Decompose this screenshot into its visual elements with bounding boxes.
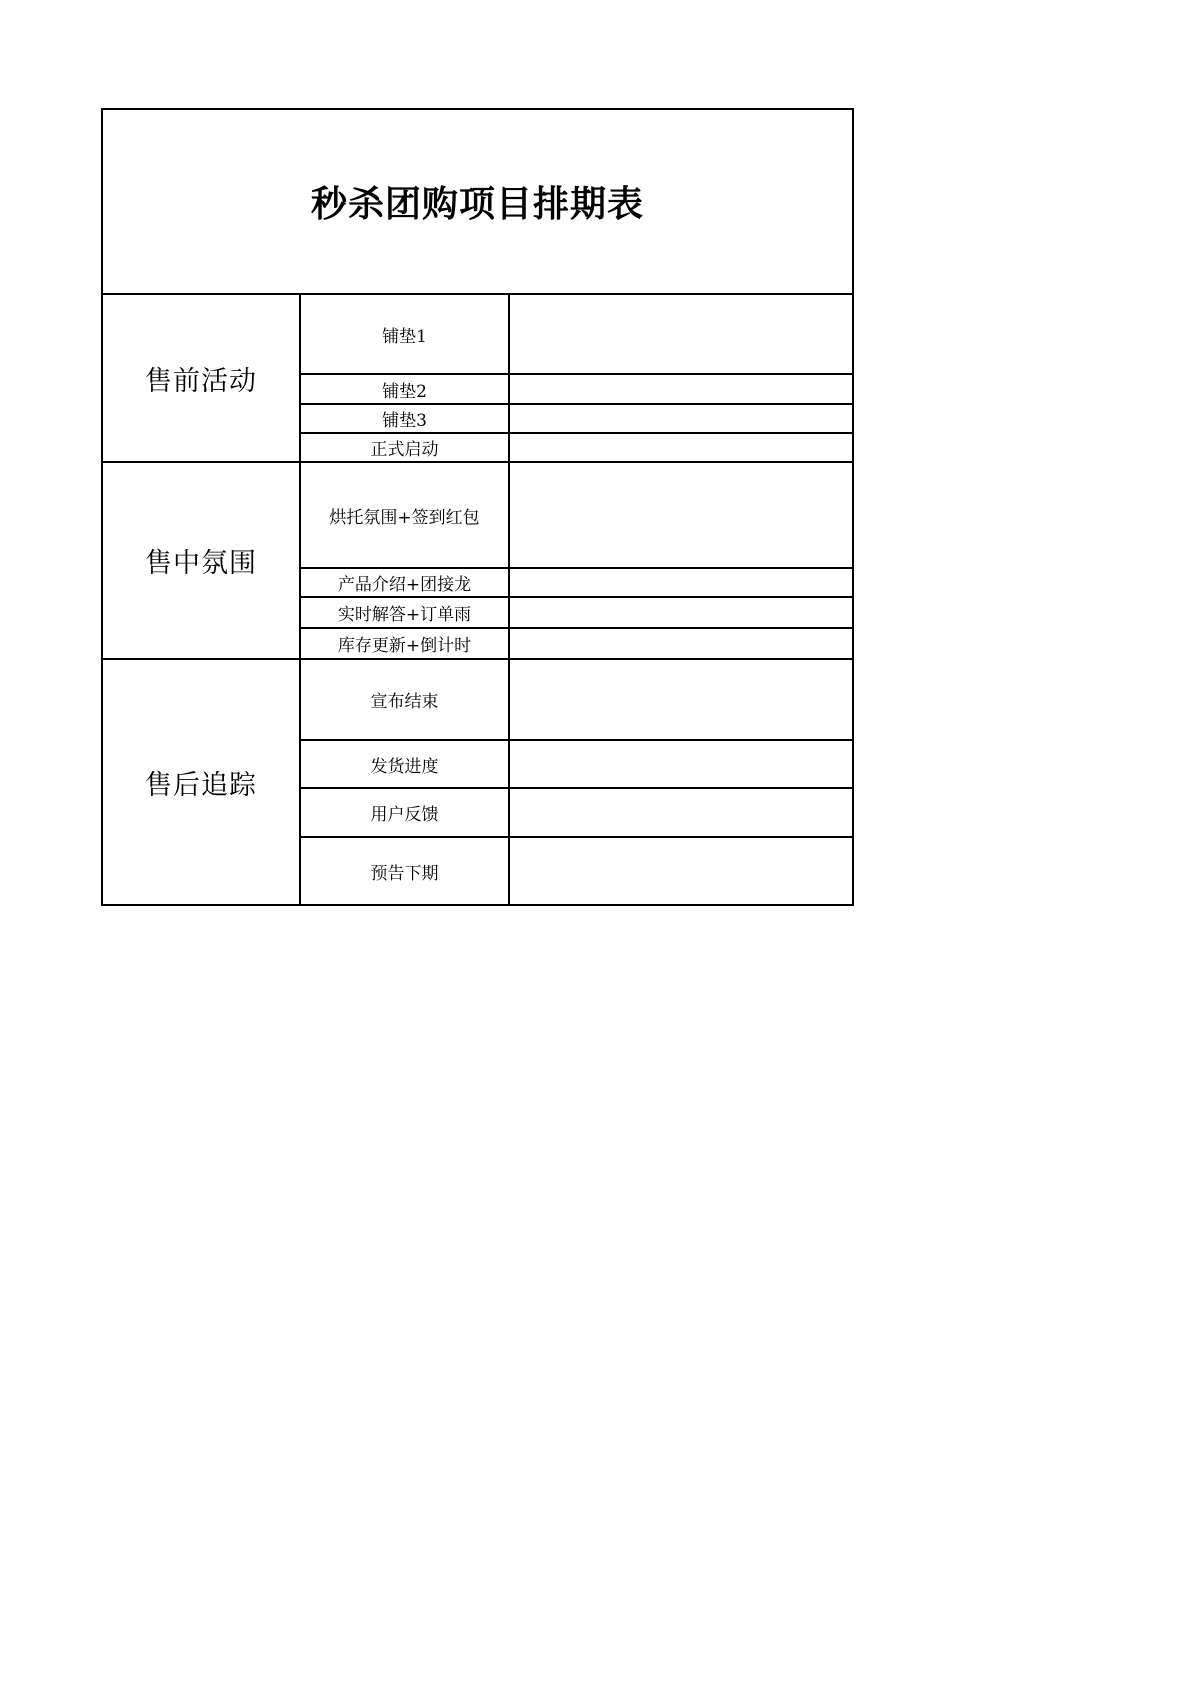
schedule-cell: [509, 597, 853, 628]
schedule-cell: [509, 740, 853, 788]
item-label: 库存更新+倒计时: [300, 628, 509, 659]
title-row: [102, 109, 853, 294]
item-label: 实时解答+订单雨: [300, 597, 509, 628]
schedule-cell: [509, 788, 853, 837]
item-label: 发货进度: [300, 740, 509, 788]
item-label: 用户反馈: [300, 788, 509, 837]
item-label: 铺垫1: [300, 294, 509, 374]
item-label: 产品介绍+团接龙: [300, 568, 509, 597]
schedule-cell: [509, 433, 853, 462]
schedule-table: [101, 108, 854, 906]
document-title: 秒杀团购项目排期表: [102, 109, 853, 294]
section-label-in-sale: 售中氛围: [102, 462, 300, 659]
schedule-cell: [509, 374, 853, 404]
schedule-cell: [509, 837, 853, 905]
table-row: [102, 462, 853, 568]
table-row: [102, 659, 853, 740]
item-label: 铺垫2: [300, 374, 509, 404]
schedule-cell: [509, 462, 853, 568]
item-label: 宣布结束: [300, 659, 509, 740]
item-label: 预告下期: [300, 837, 509, 905]
schedule-cell: [509, 294, 853, 374]
schedule-cell: [509, 568, 853, 597]
section-label-after-sale: 售后追踪: [102, 659, 300, 905]
schedule-cell: [509, 404, 853, 433]
table-row: [102, 294, 853, 374]
item-label: 烘托氛围+签到红包: [300, 462, 509, 568]
schedule-cell: [509, 659, 853, 740]
schedule-cell: [509, 628, 853, 659]
section-label-presale: 售前活动: [102, 294, 300, 462]
item-label: 铺垫3: [300, 404, 509, 433]
item-label: 正式启动: [300, 433, 509, 462]
